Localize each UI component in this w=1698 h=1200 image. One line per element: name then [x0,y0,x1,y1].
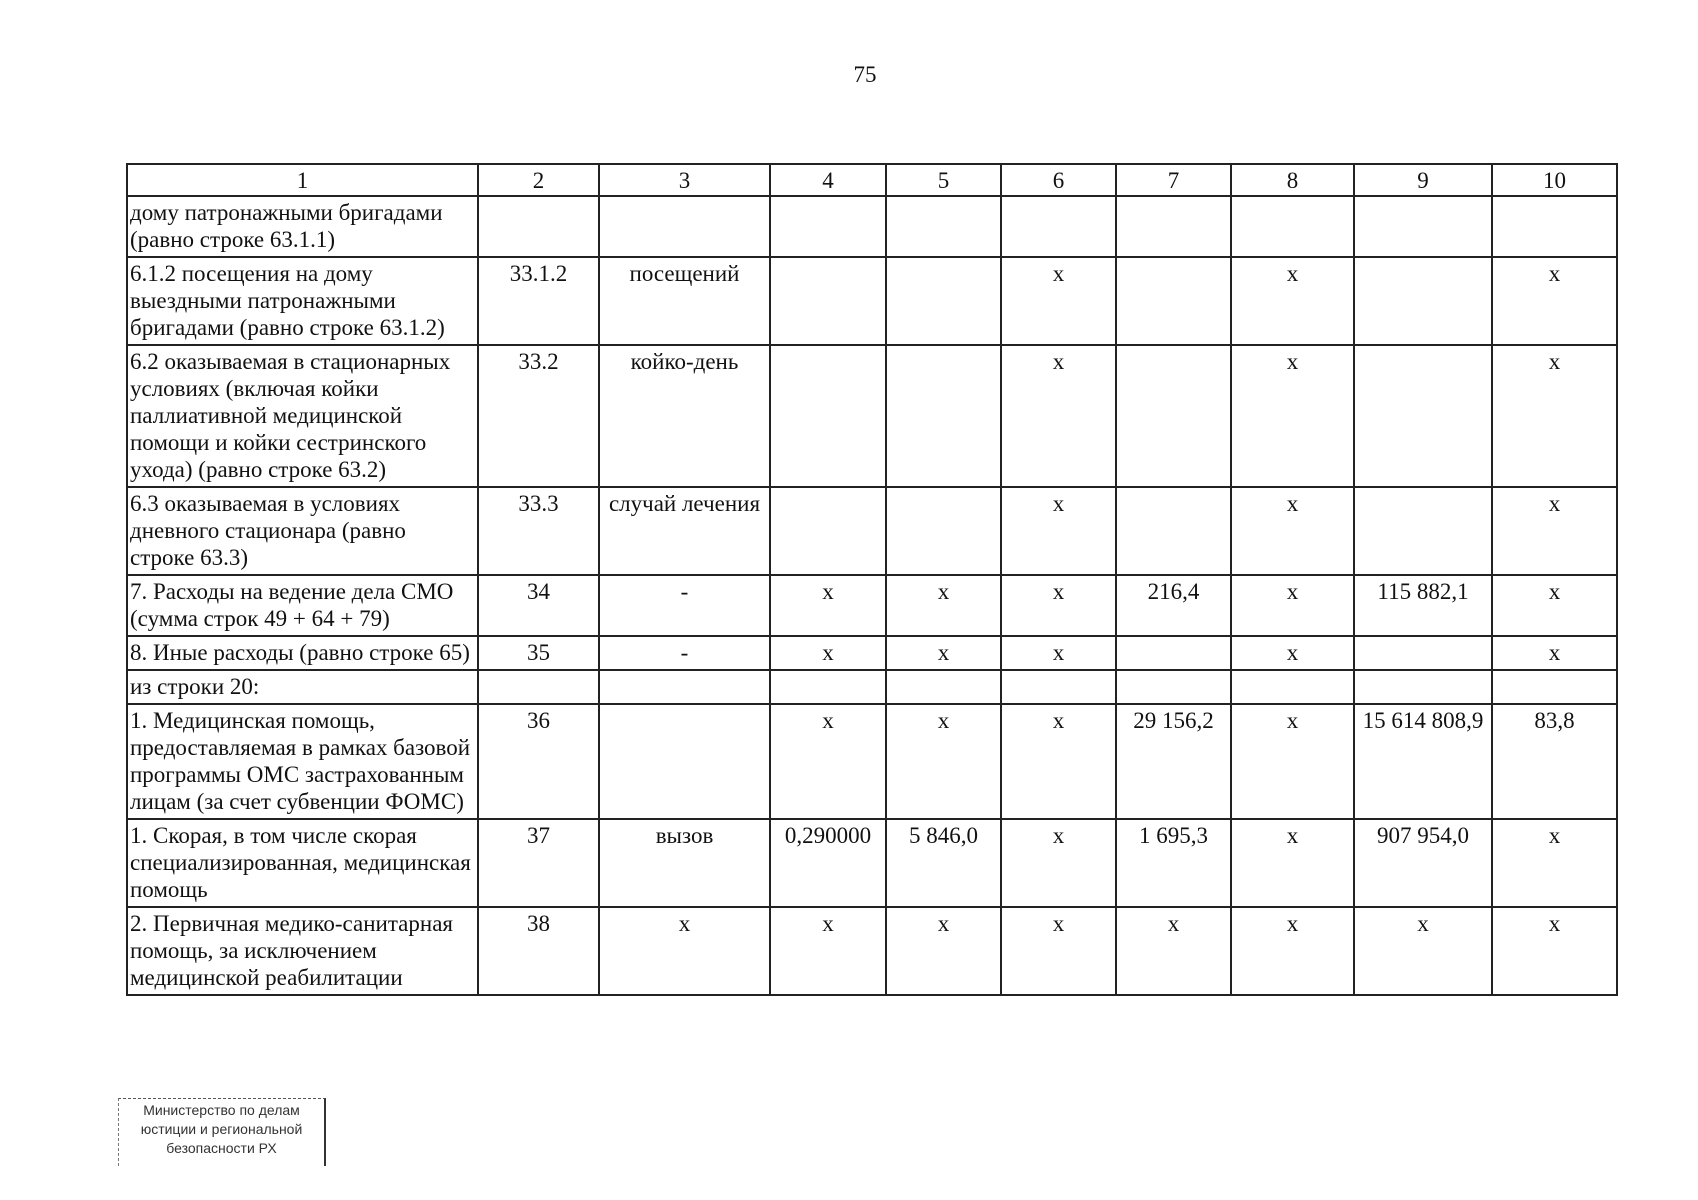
table-cell [1492,196,1617,257]
table-cell: х [1001,704,1116,819]
row-name-cell: из строки 20: [127,670,478,704]
ministry-stamp [118,1098,326,1166]
table-cell: х [1231,345,1354,487]
stamp-line: Министерство по делам [143,1102,300,1118]
table-cell: 36 [478,704,599,819]
table-cell: х [1492,345,1617,487]
table-cell [1116,345,1231,487]
table-cell [886,257,1001,345]
table-cell: 216,4 [1116,575,1231,636]
table-row [127,257,1617,345]
row-name-cell: 7. Расходы на ведение дела СМО (сумма строк 49 + 64 + 79) [127,575,478,636]
table-cell: вызов [599,819,770,907]
table-cell [1354,196,1492,257]
table-cell: х [1001,487,1116,575]
table-cell [478,670,599,704]
table-cell [599,704,770,819]
column-number-header: 7 [1116,164,1231,196]
table-row [127,575,1617,636]
table-cell: 5 846,0 [886,819,1001,907]
table-cell [770,345,886,487]
table-cell: - [599,636,770,670]
table-row [127,487,1617,575]
table-cell [1354,487,1492,575]
table-cell [886,670,1001,704]
table-row [127,345,1617,487]
table-cell: х [1231,575,1354,636]
table-cell: 1 695,3 [1116,819,1231,907]
table-cell [599,196,770,257]
table-cell: х [1492,907,1617,995]
table-cell: 33.2 [478,345,599,487]
table-cell: х [770,704,886,819]
table-cell: 29 156,2 [1116,704,1231,819]
table-cell [1116,636,1231,670]
row-name-cell: 6.1.2 посещения на дому выездными патронажными бригадами (равно строке 63.1.2) [127,257,478,345]
table-cell: - [599,575,770,636]
table-cell: х [1492,636,1617,670]
table-cell [770,257,886,345]
table-cell: 35 [478,636,599,670]
table-cell: х [1231,636,1354,670]
table-cell [770,670,886,704]
table-cell: х [886,907,1001,995]
table-cell: х [1231,819,1354,907]
table-cell: х [1492,819,1617,907]
table-cell: х [886,636,1001,670]
table-body [127,164,1617,995]
table-cell: 0,290000 [770,819,886,907]
column-number-header: 6 [1001,164,1116,196]
table-cell: х [886,575,1001,636]
table-row [127,670,1617,704]
table-cell [1231,670,1354,704]
row-name-cell: 6.2 оказываемая в стационарных условиях (включая койки паллиативной медицинской помощи и койки сестринского ухода) (равно строке 63.2) [127,345,478,487]
table-header-row [127,164,1617,196]
table-row [127,907,1617,995]
table-cell: случай лечения [599,487,770,575]
table-cell: 37 [478,819,599,907]
table-cell: х [1231,907,1354,995]
table-cell: 907 954,0 [1354,819,1492,907]
table-cell [886,487,1001,575]
table-cell [1354,670,1492,704]
table-cell: х [886,704,1001,819]
stamp-line: юстиции и региональной [140,1121,303,1137]
column-number-header: 2 [478,164,599,196]
table-cell [599,670,770,704]
table-cell: х [1354,907,1492,995]
row-name-cell: дому патронажными бригадами (равно строке 63.1.1) [127,196,478,257]
table-cell: х [770,575,886,636]
table-cell [886,345,1001,487]
column-number-header: 1 [127,164,478,196]
column-number-header: 8 [1231,164,1354,196]
table-cell [1116,670,1231,704]
row-name-cell: 2. Первичная медико-санитарная помощь, за исключением медицинской реабилитации [127,907,478,995]
table-cell: х [1492,257,1617,345]
table-cell: х [599,907,770,995]
table-row [127,704,1617,819]
table-cell: 33.3 [478,487,599,575]
column-number-header: 5 [886,164,1001,196]
table-cell [770,196,886,257]
table-cell: 33.1.2 [478,257,599,345]
column-number-header: 3 [599,164,770,196]
table-cell: х [1001,907,1116,995]
table-cell [1001,196,1116,257]
table-cell: 15 614 808,9 [1354,704,1492,819]
table-cell: х [1001,345,1116,487]
table-cell [1116,257,1231,345]
table-cell: 38 [478,907,599,995]
table-cell [770,487,886,575]
table-cell: х [770,907,886,995]
table-cell: х [1116,907,1231,995]
column-number-header: 4 [770,164,886,196]
table-cell: х [1492,487,1617,575]
table-cell: х [1001,575,1116,636]
table-cell [1354,257,1492,345]
table-row [127,196,1617,257]
row-name-cell: 6.3 оказываемая в условиях дневного стационара (равно строке 63.3) [127,487,478,575]
table-cell: 83,8 [1492,704,1617,819]
table-cell: х [1231,704,1354,819]
table-cell [1354,345,1492,487]
table-cell: койко-день [599,345,770,487]
column-number-header: 10 [1492,164,1617,196]
row-name-cell: 1. Медицинская помощь, предоставляемая в рамках базовой программы ОМС застрахованным лицам (за счет субвенции ФОМС) [127,704,478,819]
column-number-header: 9 [1354,164,1492,196]
table-cell [1116,487,1231,575]
table-cell: х [1001,636,1116,670]
table-cell: 34 [478,575,599,636]
table-cell: х [1231,487,1354,575]
page-number: 75 [853,62,877,87]
table-cell: х [1001,819,1116,907]
table-cell: х [770,636,886,670]
table-cell [1116,196,1231,257]
table-cell: посещений [599,257,770,345]
table-row [127,819,1617,907]
table-cell [886,196,1001,257]
table-cell [1354,636,1492,670]
table-cell: х [1492,575,1617,636]
table-cell: 115 882,1 [1354,575,1492,636]
stamp-line: безопасности РХ [166,1140,277,1156]
table-cell [1231,196,1354,257]
table-cell [1492,670,1617,704]
table-cell: х [1001,257,1116,345]
budget-table [126,163,1618,996]
row-name-cell: 1. Скорая, в том числе скорая специализированная, медицинская помощь [127,819,478,907]
table-row [127,636,1617,670]
row-name-cell: 8. Иные расходы (равно строке 65) [127,636,478,670]
table-cell [1001,670,1116,704]
table-cell: х [1231,257,1354,345]
table-cell [478,196,599,257]
